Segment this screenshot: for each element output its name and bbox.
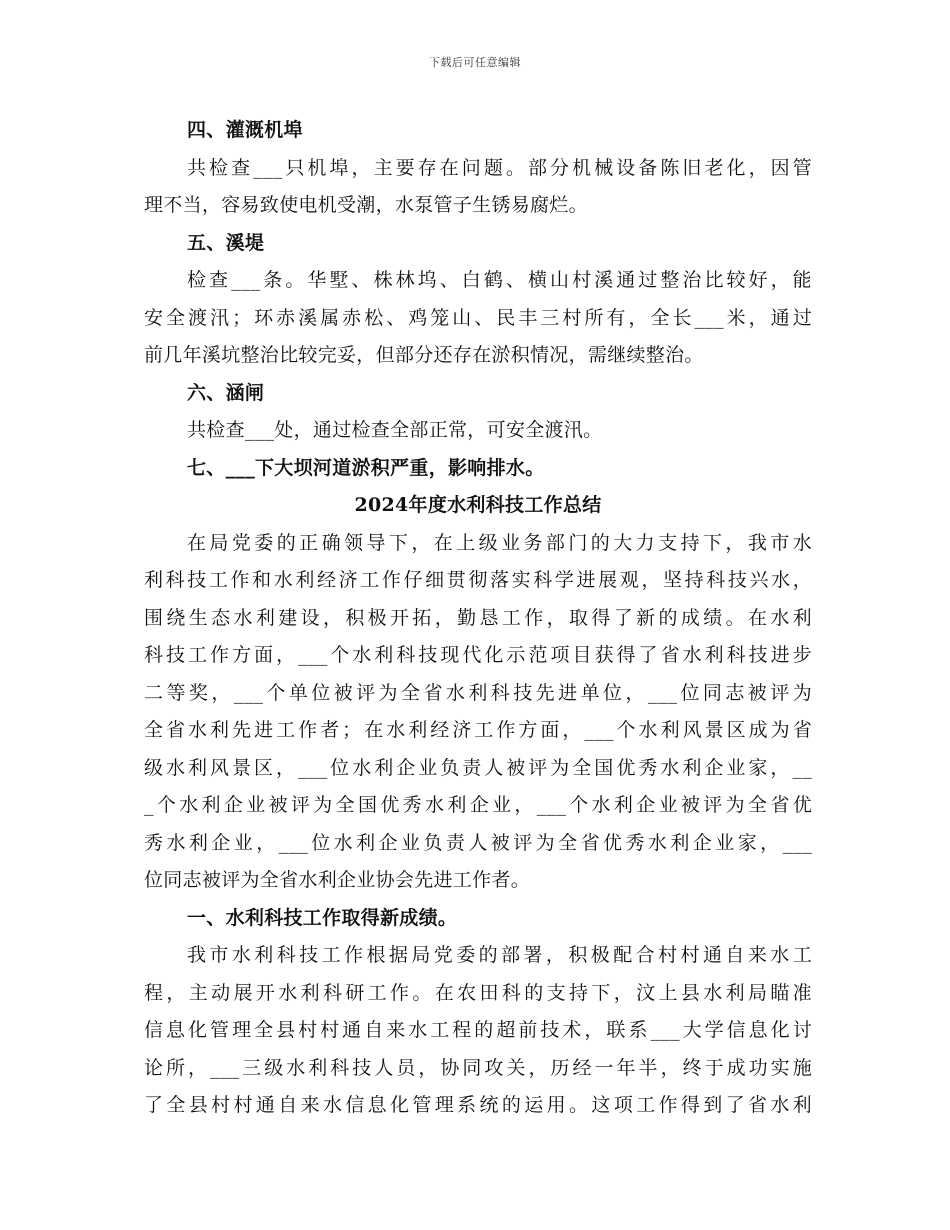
paragraph-line: 二等奖，___个单位被评为全省水利科技先进单位，___位同志被评为 xyxy=(144,681,812,704)
paragraph-line: 位同志被评为全省水利企业协会先进工作者。 xyxy=(144,869,531,891)
paragraph-line: 理不当，容易致使电机受潮，水泵管子生锈易腐烂。 xyxy=(144,194,588,216)
paragraph-line: 信息化管理全县村村通自来水工程的超前技术，联系___大学信息化讨 xyxy=(144,1019,812,1041)
paragraph-line: 检查___条。华墅、株林坞、白鹤、横山村溪通过整治比较好，能 xyxy=(187,269,812,291)
paragraph-line: 共检查___处，通过检查全部正常，可安全渡汛。 xyxy=(187,419,603,441)
paragraph-line: 共检查___只机埠，主要存在问题。部分机械设备陈旧老化，因管 xyxy=(187,156,812,179)
section-4-heading: 四、灌溉机埠 xyxy=(187,119,303,141)
paragraph-line: 利科技工作和水利经济工作仔细贯彻落实科学进展观，坚持科技兴水， xyxy=(144,569,812,591)
paragraph-line: 安全渡汛；环赤溪属赤松、鸡笼山、民丰三村所有，全长___米，通过 xyxy=(144,306,812,329)
paragraph-line: 秀水利企业，___位水利企业负责人被评为全省优秀水利企业家，___ xyxy=(144,831,812,854)
report-title: 2024年度水利科技工作总结 xyxy=(354,494,602,516)
paragraph-line: 在局党委的正确领导下，在上级业务部门的大力支持下，我市水 xyxy=(187,531,812,554)
page-header-note: 下载后可任意编辑 xyxy=(429,56,521,69)
section-7-heading: 七、___下大坝河道淤积严重，影响排水。 xyxy=(187,456,545,479)
paragraph-line: 论所，___三级水利科技人员，协同攻关，历经一年半，终于成功实施 xyxy=(144,1056,812,1079)
paragraph-line: 围绕生态水利建设，积极开拓，勤恳工作，取得了新的成绩。在水利 xyxy=(144,606,812,629)
paragraph-line: 前几年溪坑整治比较完妥，但部分还存在淤积情况，需继续整治。 xyxy=(144,344,704,366)
report-subheading: 一、水利科技工作取得新成绩。 xyxy=(187,906,458,929)
section-5-heading: 五、溪堤 xyxy=(187,231,265,254)
paragraph-line: 科技工作方面，___个水利科技现代化示范项目获得了省水利科技进步 xyxy=(144,644,812,666)
section-6-heading: 六、涵闸 xyxy=(187,381,265,404)
paragraph-line: 程，主动展开水利科研工作。在农田科的支持下，汶上县水利局瞄准 xyxy=(144,981,812,1004)
paragraph-line: 级水利风景区，___位水利企业负责人被评为全国优秀水利企业家，__ xyxy=(144,756,812,779)
paragraph-line: 全省水利先进工作者；在水利经济工作方面，___个水利风景区成为省 xyxy=(144,719,812,741)
paragraph-line: _个水利企业被评为全国优秀水利企业，___个水利企业被评为全省优 xyxy=(144,794,812,816)
document-body xyxy=(144,112,812,1125)
paragraph-line: 了全县村村通自来水信息化管理系统的运用。这项工作得到了省水利 xyxy=(144,1094,812,1116)
paragraph-line: 我市水利科技工作根据局党委的部署，积极配合村村通自来水工 xyxy=(187,944,812,966)
